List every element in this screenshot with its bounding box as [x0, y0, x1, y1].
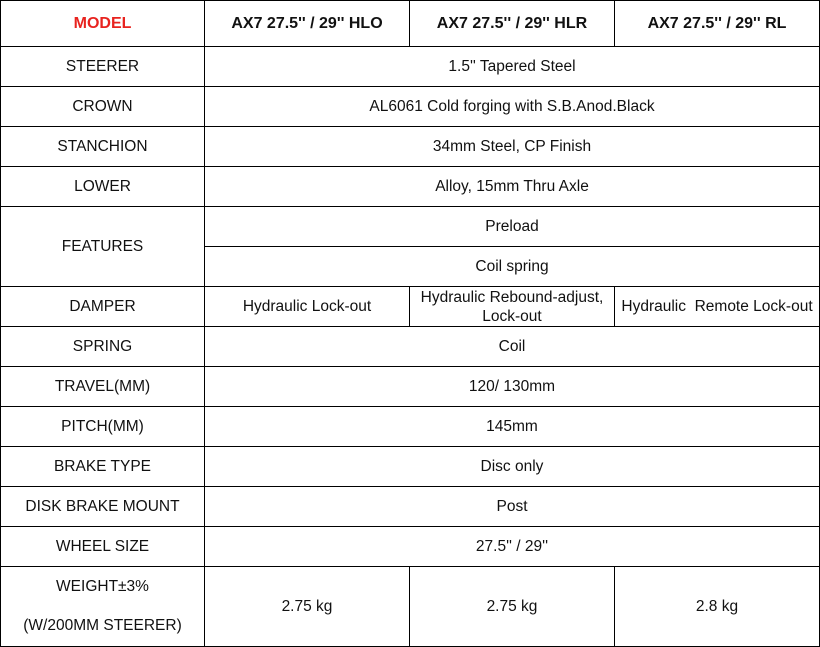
travel-value: 120/ 130mm — [205, 367, 820, 407]
brake-type-row — [1, 447, 820, 487]
lower-value: Alloy, 15mm Thru Axle — [205, 167, 820, 207]
travel-row — [1, 367, 820, 407]
crown-label: CROWN — [1, 87, 205, 127]
damper-value-rl: Hydraulic Remote Lock-out — [615, 287, 820, 327]
damper-value-hlo: Hydraulic Lock-out — [205, 287, 410, 327]
spring-label: SPRING — [1, 327, 205, 367]
model-label: MODEL — [1, 1, 205, 47]
features-value-coil-spring: Coil spring — [205, 247, 820, 287]
features-label: FEATURES — [1, 207, 205, 287]
wheel-size-value: 27.5'' / 29'' — [205, 527, 820, 567]
crown-value: AL6061 Cold forging with S.B.Anod.Black — [205, 87, 820, 127]
lower-label: LOWER — [1, 167, 205, 207]
features-row — [1, 207, 820, 247]
stanchion-row — [1, 127, 820, 167]
weight-value-hlo: 2.75 kg — [205, 567, 410, 647]
steerer-label: STEERER — [1, 47, 205, 87]
model-name-rl: AX7 27.5'' / 29'' RL — [615, 1, 820, 47]
weight-row — [1, 567, 820, 607]
pitch-value: 145mm — [205, 407, 820, 447]
model-name-hlr: AX7 27.5'' / 29'' HLR — [410, 1, 615, 47]
crown-row — [1, 87, 820, 127]
damper-label: DAMPER — [1, 287, 205, 327]
spring-row — [1, 327, 820, 367]
model-name-hlo: AX7 27.5'' / 29'' HLO — [205, 1, 410, 47]
spring-value: Coil — [205, 327, 820, 367]
weight-value-hlr: 2.75 kg — [410, 567, 615, 647]
lower-row — [1, 167, 820, 207]
wheel-size-row — [1, 527, 820, 567]
damper-value-hlr: Hydraulic Rebound-adjust, Lock-out — [410, 287, 615, 327]
damper-row — [1, 287, 820, 327]
features-value-preload: Preload — [205, 207, 820, 247]
pitch-label: PITCH(MM) — [1, 407, 205, 447]
disk-brake-mount-value: Post — [205, 487, 820, 527]
steerer-value: 1.5'' Tapered Steel — [205, 47, 820, 87]
brake-type-value: Disc only — [205, 447, 820, 487]
weight-sublabel: (W/200MM STEERER) — [1, 607, 205, 647]
brake-type-label: BRAKE TYPE — [1, 447, 205, 487]
weight-label: WEIGHT±3% — [1, 567, 205, 607]
header-row — [1, 1, 820, 47]
stanchion-label: STANCHION — [1, 127, 205, 167]
disk-brake-mount-row — [1, 487, 820, 527]
weight-value-rl: 2.8 kg — [615, 567, 820, 647]
steerer-row — [1, 47, 820, 87]
pitch-row — [1, 407, 820, 447]
stanchion-value: 34mm Steel, CP Finish — [205, 127, 820, 167]
disk-brake-mount-label: DISK BRAKE MOUNT — [1, 487, 205, 527]
travel-label: TRAVEL(MM) — [1, 367, 205, 407]
wheel-size-label: WHEEL SIZE — [1, 527, 205, 567]
